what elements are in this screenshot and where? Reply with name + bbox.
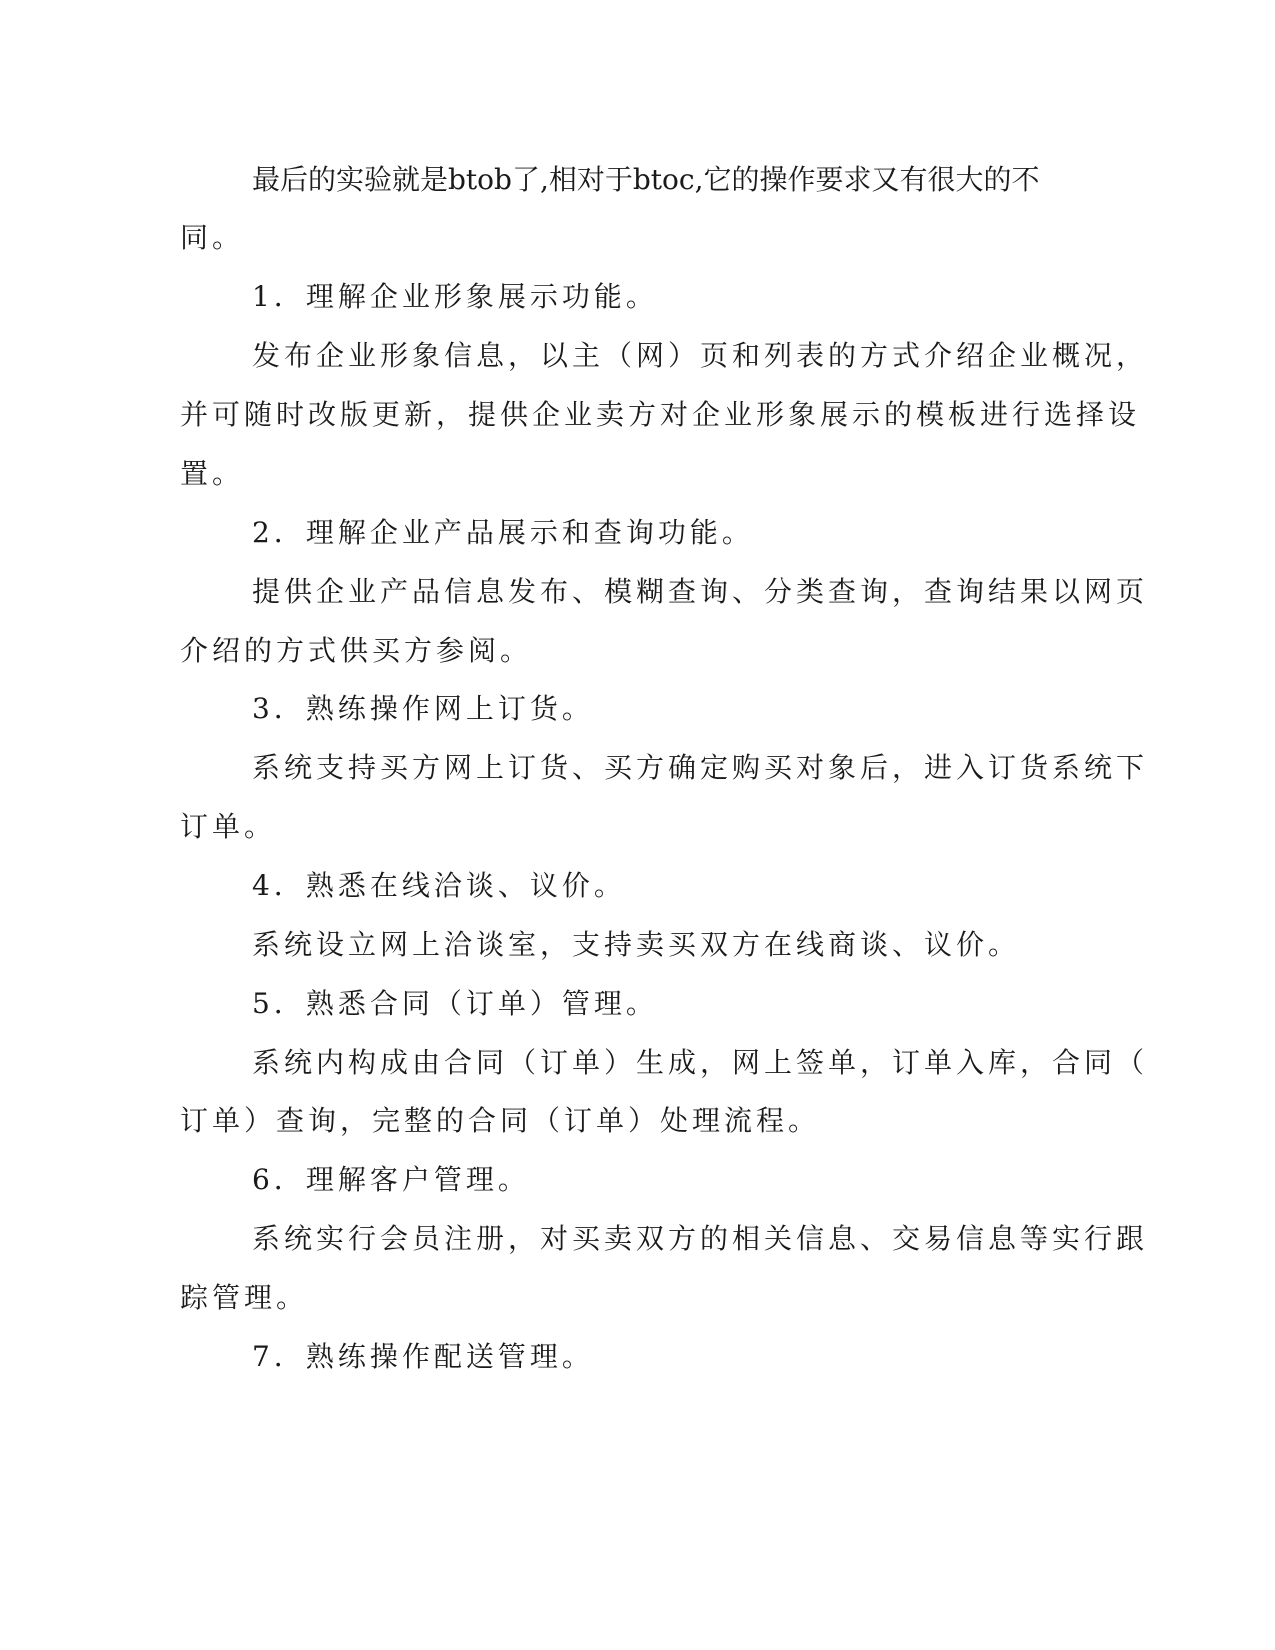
item-6-heading: 6．理解客户管理。 [252,1163,530,1196]
item-1-heading: 1．理解企业形象展示功能。 [252,280,658,313]
item-2-text-line-1: 提供企业产品信息发布、模糊查询、分类查询，查询结果以网页 [252,575,1149,608]
item-1-text-line-2: 并可随时改版更新，提供企业卖方对企业形象展示的模板进行选择设 [180,398,1141,431]
item-3-heading: 3．熟练操作网上订货。 [252,692,594,725]
item-2-heading: 2．理解企业产品展示和查询功能。 [252,516,754,549]
item-5-text-line-1: 系统内构成由合同（订单）生成，网上签单，订单入库，合同（ [252,1046,1149,1079]
item-5-heading: 5．熟悉合同（订单）管理。 [252,987,658,1020]
paragraph-intro-line-2: 同。 [180,221,245,254]
paragraph-intro-line-1: 最后的实验就是btob了,相对于btoc,它的操作要求又有很大的不 [252,163,1040,196]
item-4-text-line-1: 系统设立网上洽谈室，支持卖买双方在线商谈、议价。 [252,928,1021,961]
item-2-text-line-2: 介绍的方式供买方参阅。 [180,634,533,667]
item-6-text-line-2: 踪管理。 [180,1281,309,1314]
item-7-heading: 7．熟练操作配送管理。 [252,1340,594,1373]
item-1-text-line-3: 置。 [180,457,245,490]
item-3-text-line-2: 订单。 [180,810,277,843]
item-4-heading: 4．熟悉在线洽谈、议价。 [252,869,626,902]
item-1-text-line-1: 发布企业形象信息，以主（网）页和列表的方式介绍企业概况， [252,339,1149,372]
item-3-text-line-1: 系统支持买方网上订货、买方确定购买对象后，进入订货系统下 [252,751,1149,784]
item-6-text-line-1: 系统实行会员注册，对买卖双方的相关信息、交易信息等实行跟 [252,1222,1149,1255]
item-5-text-line-2: 订单）查询，完整的合同（订单）处理流程。 [180,1104,821,1137]
